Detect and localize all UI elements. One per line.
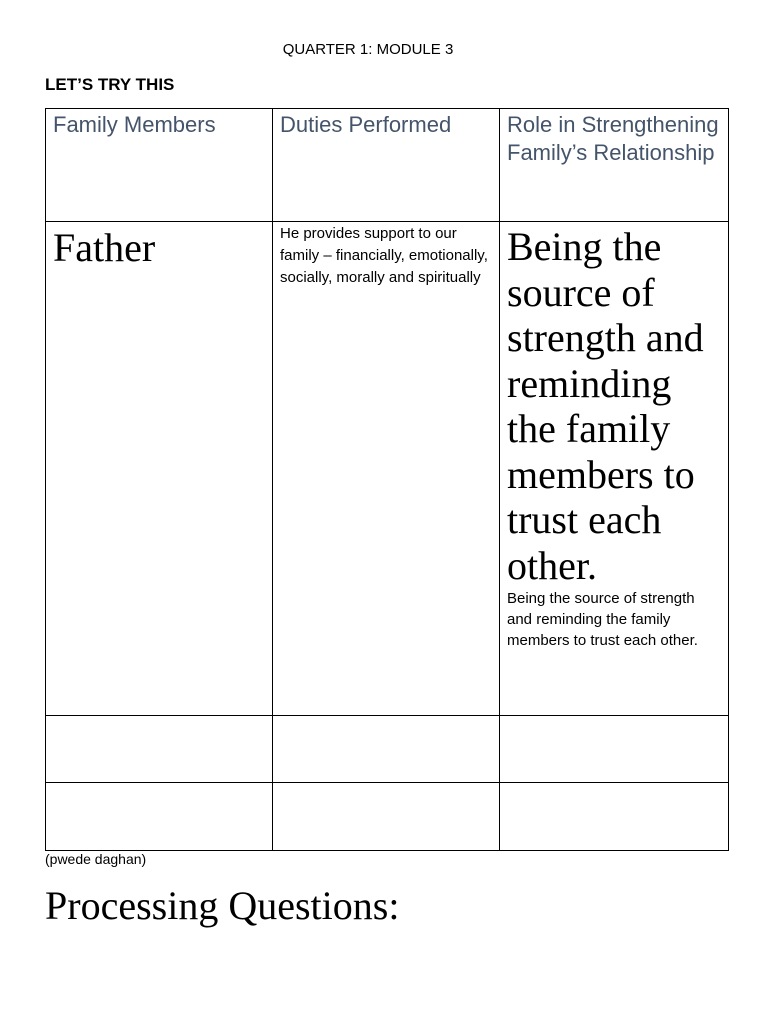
processing-questions-title: Processing Questions:	[45, 883, 400, 928]
role-cell[interactable]	[500, 783, 729, 851]
role-cell[interactable]	[500, 716, 729, 783]
header-cell-duties	[273, 109, 500, 222]
table-row	[46, 222, 729, 716]
activity-table	[45, 108, 729, 851]
header-duties-performed: Duties Performed	[280, 112, 452, 137]
duties-cell[interactable]	[273, 716, 500, 783]
role-text-small: Being the source of strength and reminding the family members to trust each other.	[507, 590, 698, 649]
table-row	[46, 716, 729, 783]
module-header: QUARTER 1: MODULE 3	[282, 41, 454, 58]
table-header-row	[46, 109, 729, 222]
member-cell[interactable]	[46, 222, 273, 716]
duties-cell[interactable]	[273, 222, 500, 716]
header-role: Role in Strengthening Family’s Relationship	[507, 112, 719, 165]
duties-text: He provides support to our family – financially, emotionally, socially, morally and spiritually	[280, 225, 488, 286]
table-row	[46, 783, 729, 851]
role-text-large: Being the source of strength and reminding the family members to trust each other.	[507, 224, 704, 588]
member-cell[interactable]	[46, 716, 273, 783]
role-cell[interactable]	[500, 222, 729, 716]
section-title: LET’S TRY THIS	[45, 75, 175, 94]
note-text: (pwede daghan)	[45, 851, 147, 867]
member-name: Father	[53, 225, 156, 270]
header-family-members: Family Members	[53, 112, 216, 137]
member-cell[interactable]	[46, 783, 273, 851]
header-cell-role	[500, 109, 729, 222]
header-cell-family-members	[46, 109, 273, 222]
duties-cell[interactable]	[273, 783, 500, 851]
